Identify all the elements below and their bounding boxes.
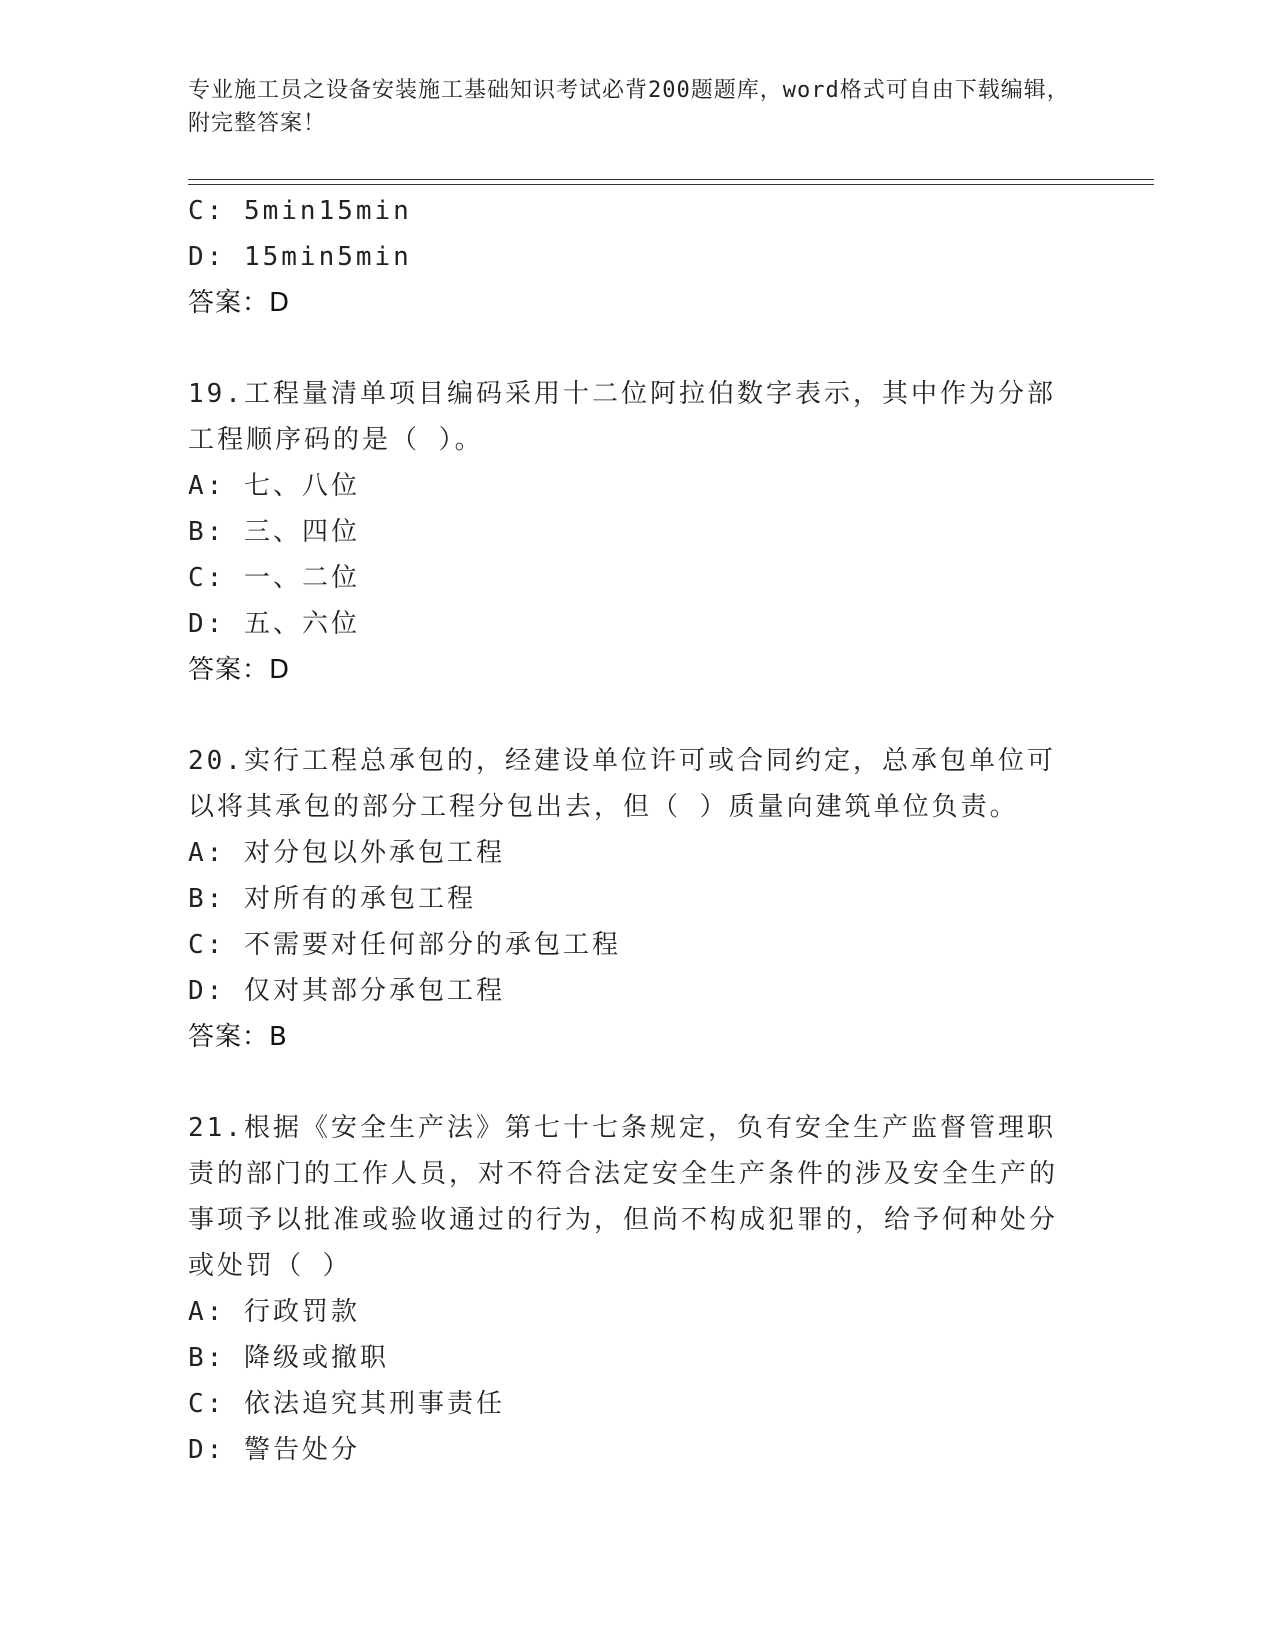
option-a: A: 七、八位 (188, 471, 360, 501)
answer-line: 答案：B (188, 1022, 288, 1052)
header-rule-top (188, 179, 1154, 180)
option-d: D: 仅对其部分承包工程 (188, 976, 505, 1006)
option-b: B: 三、四位 (188, 517, 360, 547)
question-text: 20.实行工程总承包的，经建设单位许可或合同约定，总承包单位可以将其承包的部分工程分包出去，但（ ）质量向建筑单位负责。 (188, 746, 1056, 822)
header-rule-bottom (188, 184, 1154, 185)
option-c: C: 一、二位 (188, 563, 360, 593)
spacer (188, 693, 1088, 738)
spacer (188, 1060, 1088, 1105)
option-d: D: 五、六位 (188, 609, 360, 639)
option-d: D: 警告处分 (188, 1435, 360, 1465)
option-c: C: 不需要对任何部分的承包工程 (188, 930, 621, 960)
question-19 (188, 371, 1088, 693)
option-b: B: 降级或撤职 (188, 1343, 389, 1373)
question-text: 19.工程量清单项目编码采用十二位阿拉伯数字表示，其中作为分部工程顺序码的是（ ）。 (188, 379, 1056, 455)
answer-line: 答案：D (188, 655, 291, 685)
option-d: D: 15min5min (188, 242, 412, 272)
option-c: C: 依法追究其刑事责任 (188, 1389, 505, 1419)
option-a: A: 行政罚款 (188, 1297, 360, 1327)
option-b: B: 对所有的承包工程 (188, 884, 476, 914)
prev-question-block (188, 188, 1088, 326)
question-21 (188, 1105, 1088, 1473)
question-20 (188, 738, 1088, 1060)
question-text: 21.根据《安全生产法》第七十七条规定，负有安全生产监督管理职责的部门的工作人员，对不符合法定安全生产条件的涉及安全生产的事项予以批准或验收通过的行为，但尚不构成犯罪的，给予何种处分或处罚（ ） (188, 1113, 1059, 1281)
option-c: C: 5min15min (188, 196, 412, 226)
spacer (188, 326, 1088, 371)
document-header: 专业施工员之设备安装施工基础知识考试必背200题题库，word格式可自由下载编辑，附完整答案！ (188, 78, 1070, 136)
option-a: A: 对分包以外承包工程 (188, 838, 505, 868)
answer-line: 答案：D (188, 288, 291, 318)
question-content (188, 188, 1088, 1473)
